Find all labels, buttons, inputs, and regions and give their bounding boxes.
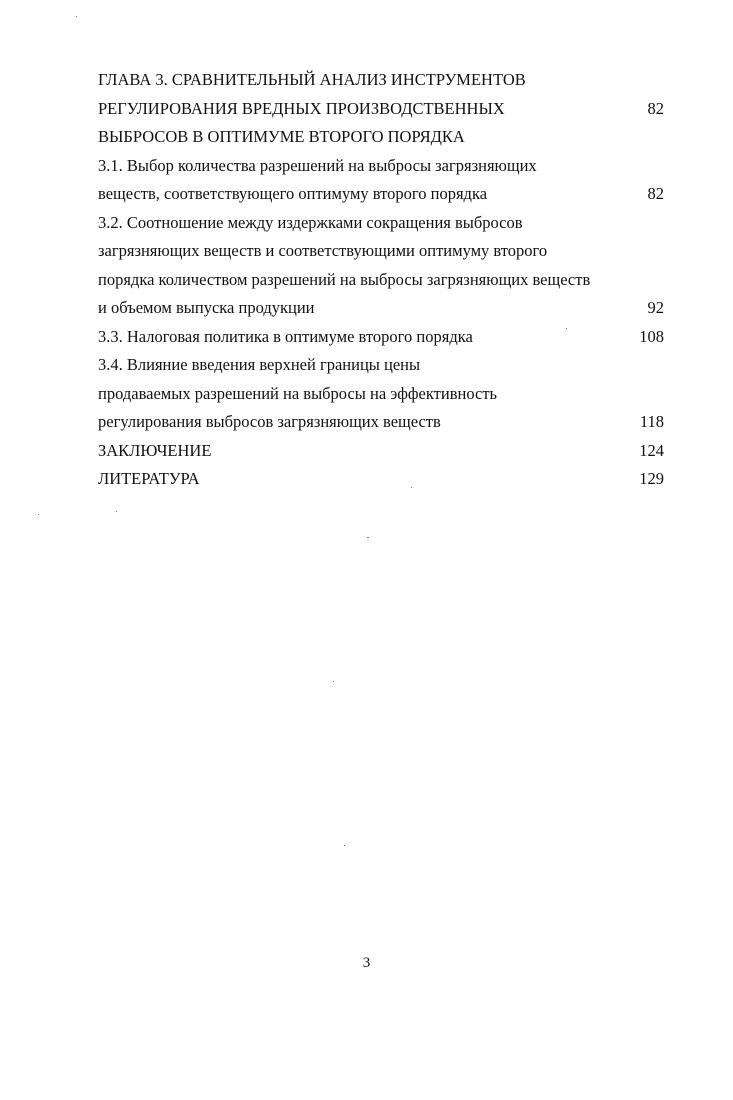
toc-entry-line: 3.3. Налоговая политика в оптимуме второго порядка xyxy=(98,326,473,346)
toc-entry-line: 3.1. Выбор количества разрешений на выбросы загрязняющих xyxy=(98,155,537,175)
toc-page-number: 92 xyxy=(647,298,664,317)
toc-entry-line: 3.2. Соотношение между издержками сокращения выбросов xyxy=(98,212,523,232)
scan-speck xyxy=(367,537,369,538)
toc-entry-conclusion xyxy=(98,437,664,466)
toc-entry-line: ЛИТЕРАТУРА xyxy=(98,469,200,488)
scan-speck xyxy=(76,16,77,17)
toc-entry-literature xyxy=(98,465,664,494)
toc-entry-3-2 xyxy=(98,209,664,323)
table-of-contents xyxy=(98,66,664,494)
toc-entry-line: ЗАКЛЮЧЕНИЕ xyxy=(98,440,212,460)
toc-entry-3-4 xyxy=(98,351,664,437)
page-number-footer: 3 xyxy=(362,955,371,971)
toc-page-number: 108 xyxy=(639,326,664,346)
toc-entry-line: продаваемых разрешений на выбросы на эффективность xyxy=(98,383,498,403)
toc-entry-line: веществ, соответствующего оптимуму второго порядка xyxy=(98,184,488,203)
scan-speck xyxy=(566,328,567,329)
toc-entry-line: 3.4. Влияние введения верхней границы цены xyxy=(98,355,421,374)
toc-entry-line: регулирования выбросов загрязняющих веществ xyxy=(98,412,441,431)
scan-speck xyxy=(116,511,117,512)
toc-entry-3-3 xyxy=(98,323,664,352)
toc-entry-line: ВЫБРОСОВ В ОПТИМУМЕ ВТОРОГО ПОРЯДКА xyxy=(98,127,465,146)
toc-page-number: 129 xyxy=(639,469,664,488)
scan-speck xyxy=(38,514,39,515)
toc-page-number: 82 xyxy=(647,184,664,203)
scan-speck xyxy=(411,487,412,488)
toc-entry-line: загрязняющих веществ и соответствующими оптимуму второго xyxy=(98,241,548,260)
toc-entry-line: ГЛАВА 3. СРАВНИТЕЛЬНЫЙ АНАЛИЗ ИНСТРУМЕНТОВ xyxy=(98,70,526,89)
toc-page-number: 82 xyxy=(647,98,664,118)
scan-speck xyxy=(344,845,345,846)
toc-entry-chapter-3 xyxy=(98,66,664,152)
toc-entry-line: порядка количеством разрешений на выбросы загрязняющих веществ xyxy=(98,269,591,289)
toc-page-number: 118 xyxy=(639,412,664,431)
toc-entry-line: РЕГУЛИРОВАНИЯ ВРЕДНЫХ ПРОИЗВОДСТВЕННЫХ xyxy=(98,98,505,118)
toc-entry-line: и объемом выпуска продукции xyxy=(98,298,315,317)
scan-speck xyxy=(333,681,334,682)
toc-entry-3-1 xyxy=(98,152,664,209)
toc-page-number: 124 xyxy=(639,440,664,460)
